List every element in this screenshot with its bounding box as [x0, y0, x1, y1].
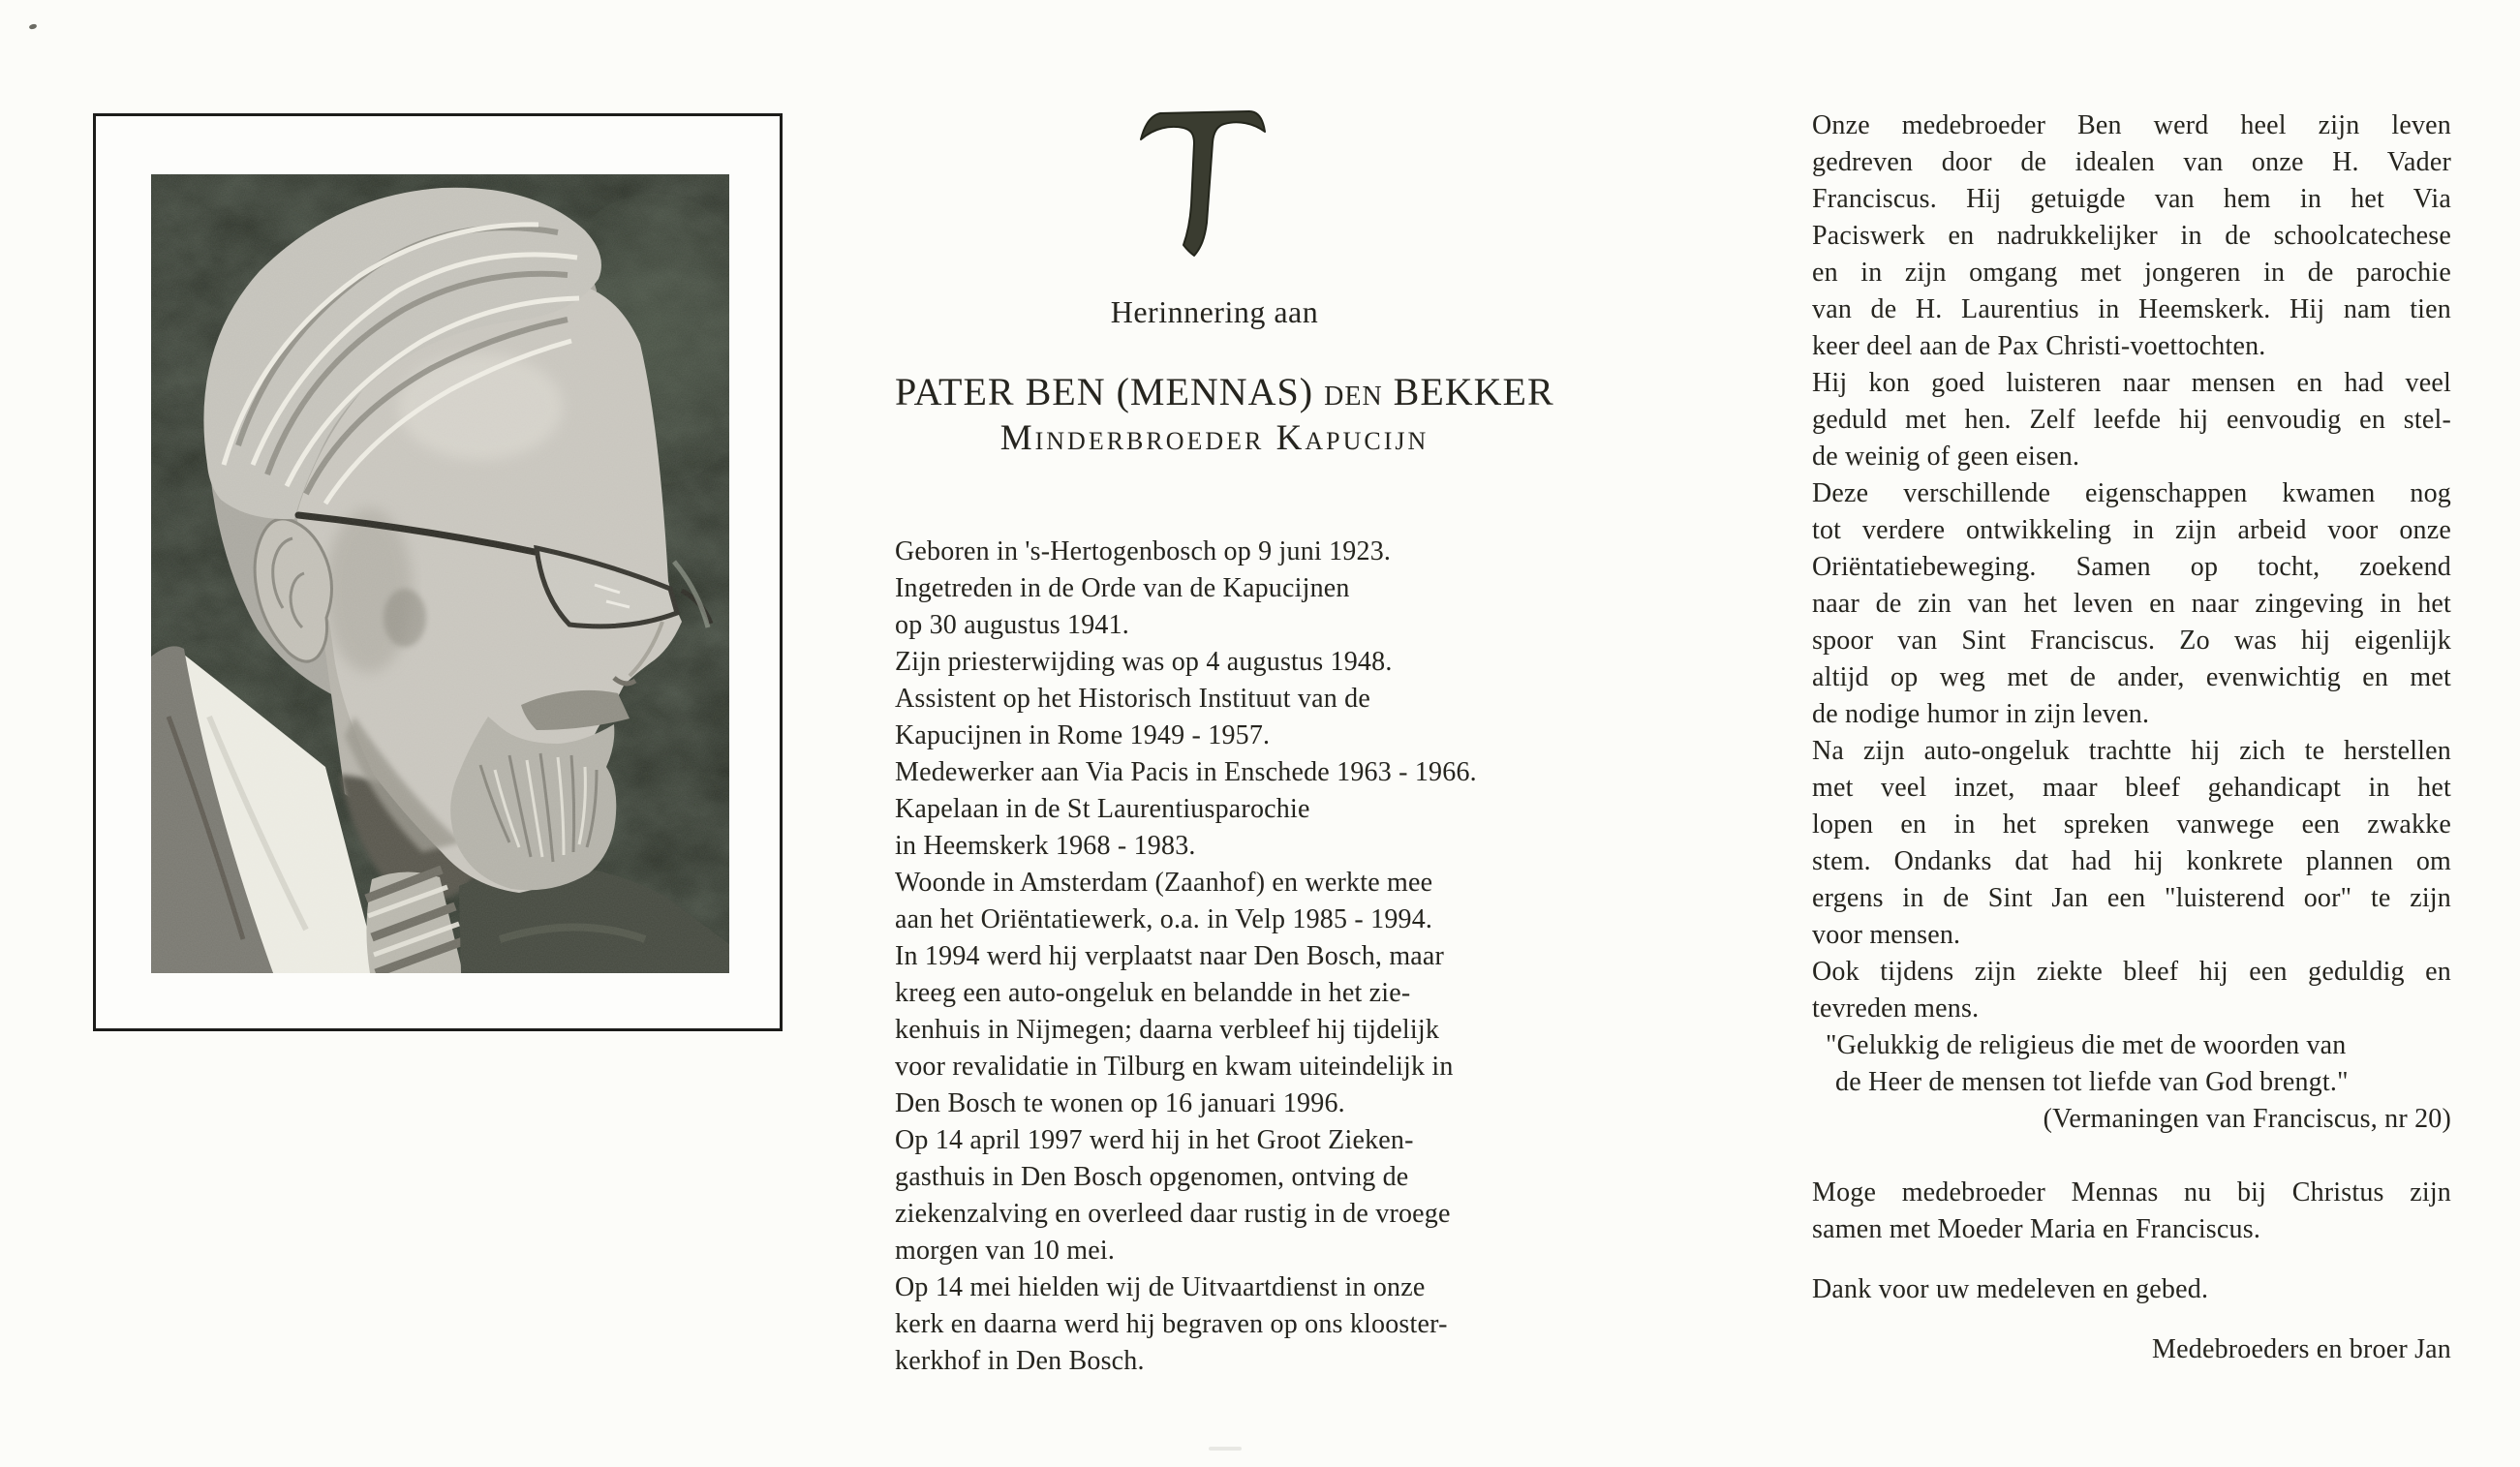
text-line: naar de zin van het leven en naar zingeving in het	[1812, 589, 2451, 619]
text-line: op 30 augustus 1941.	[895, 610, 1129, 640]
text-line: samen met Moeder Maria en Franciscus.	[1812, 1214, 2261, 1244]
text-line: van de H. Laurentius in Heemskerk. Hij nam tien	[1812, 294, 2451, 324]
text-line: de weinig of geen eisen.	[1812, 442, 2080, 472]
text-line: Op 14 mei hielden wij de Uitvaartdienst in onze	[895, 1272, 1426, 1302]
text-line: geduld met hen. Zelf leefde hij eenvoudig en stel-	[1812, 405, 2451, 435]
text-line: Kapucijnen in Rome 1949 - 1957.	[895, 720, 1271, 750]
text-line: Paciswerk en nadrukkelijker in de schoolcatechese	[1812, 221, 2451, 251]
text-line: morgen van 10 mei.	[895, 1236, 1116, 1266]
text-line: tot verdere ontwikkeling in zijn arbeid voor onze	[1812, 515, 2451, 545]
text-line: (Vermaningen van Franciscus, nr 20)	[2043, 1104, 2451, 1134]
text-line: altijd op weg met de ander, evenwichtig en met	[1812, 662, 2451, 692]
text-line: de nodige humor in zijn leven.	[1812, 699, 2150, 729]
text-line: Ook tijdens zijn ziekte bleef hij een geduldig en	[1812, 957, 2451, 987]
text-line: spoor van Sint Franciscus. Zo was hij eigenlijk	[1812, 626, 2451, 656]
text-line: In 1994 werd hij verplaatst naar Den Bosch, maar	[895, 941, 1445, 971]
portrait-photo	[151, 174, 729, 973]
text-line: aan het Oriëntatiewerk, o.a. in Velp 1985 - 1994.	[895, 904, 1433, 934]
text-line: Medewerker aan Via Pacis in Enschede 1963 - 1966.	[895, 757, 1477, 787]
text-line: Woonde in Amsterdam (Zaanhof) en werkte mee	[895, 868, 1433, 898]
text-line: Op 14 april 1997 werd hij in het Groot Zieken-	[895, 1125, 1414, 1155]
text-line: gedreven door de idealen van onze H. Vader	[1812, 147, 2451, 177]
text-line: gasthuis in Den Bosch opgenomen, ontving de	[895, 1162, 1409, 1192]
text-line: Onze medebroeder Ben werd heel zijn leven	[1812, 110, 2451, 140]
text-line: Deze verschillende eigenschappen kwamen nog	[1812, 478, 2451, 508]
text-line: stem. Ondanks dat had hij konkrete plannen om	[1812, 846, 2451, 876]
text-line: Franciscus. Hij getuigde van hem in het Via	[1812, 184, 2451, 214]
text-line: in Heemskerk 1968 - 1983.	[895, 831, 1196, 861]
photo-frame	[93, 113, 783, 1031]
text-line: de Heer de mensen tot liefde van God brengt."	[1835, 1067, 2349, 1097]
text-line: ergens in de Sint Jan een "luisterend oor" te zijn	[1812, 883, 2451, 913]
text-line: Assistent op het Historisch Instituut van de	[895, 684, 1370, 714]
text-line: voor mensen.	[1812, 920, 1961, 950]
text-line: keer deel aan de Pax Christi-voettochten.	[1812, 331, 2266, 361]
heading-herinnering-aan: Herinnering aan	[1110, 294, 1319, 329]
text-line: tevreden mens.	[1812, 993, 1980, 1024]
text-line: Dank voor uw medeleven en gebed.	[1812, 1274, 2209, 1304]
text-line: Zijn priesterwijding was op 4 augustus 1948.	[895, 647, 1393, 677]
text-line: Kapelaan in de St Laurentiusparochie	[895, 794, 1310, 824]
text-line: Medebroeders en broer Jan	[2152, 1334, 2451, 1364]
text-line: "Gelukkig de religieus die met de woorden van	[1826, 1030, 2347, 1060]
text-line: Moge medebroeder Mennas nu bij Christus zijn	[1812, 1177, 2451, 1207]
deceased-title: Minderbroeder Kapucijn	[999, 418, 1429, 458]
text-line: kerk en daarna werd hij begraven op ons klooster-	[895, 1309, 1448, 1339]
text-line: kerkhof in Den Bosch.	[895, 1346, 1145, 1376]
text-line: en in zijn omgang met jongeren in de parochie	[1812, 258, 2451, 288]
text-line: kenhuis in Nijmegen; daarna verbleef hij tijdelijk	[895, 1015, 1440, 1045]
text-line: Geboren in 's-Hertogenbosch op 9 juni 1923.	[895, 536, 1392, 566]
text-line: ziekenzalving en overleed daar rustig in de vroege	[895, 1199, 1451, 1229]
text-line: Na zijn auto-ongeluk trachtte hij zich te herstellen	[1812, 736, 2451, 766]
text-line: met veel inzet, maar bleef gehandicapt in het	[1812, 773, 2451, 803]
text-line: voor revalidatie in Tilburg en kwam uiteindelijk in	[895, 1052, 1454, 1082]
text-line: Ingetreden in de Orde van de Kapucijnen	[895, 573, 1350, 603]
text-line: kreeg een auto-ongeluk en belandde in het zie-	[895, 978, 1411, 1008]
tau-cross-icon	[1135, 110, 1271, 260]
text-line: Hij kon goed luisteren naar mensen en had veel	[1812, 368, 2451, 398]
text-line: Den Bosch te wonen op 16 januari 1996.	[895, 1088, 1345, 1118]
text-line: Oriëntatiebeweging. Samen op tocht, zoekend	[1812, 552, 2451, 582]
biography-column	[895, 534, 1534, 1380]
scan-smudge	[1209, 1447, 1242, 1451]
text-line: lopen en in het spreken vanwege een zwakke	[1812, 810, 2451, 840]
scan-speck	[28, 23, 37, 30]
tribute-column	[1812, 107, 2451, 1368]
deceased-name: PATER BEN (MENNAS) den BEKKER	[895, 370, 1554, 413]
